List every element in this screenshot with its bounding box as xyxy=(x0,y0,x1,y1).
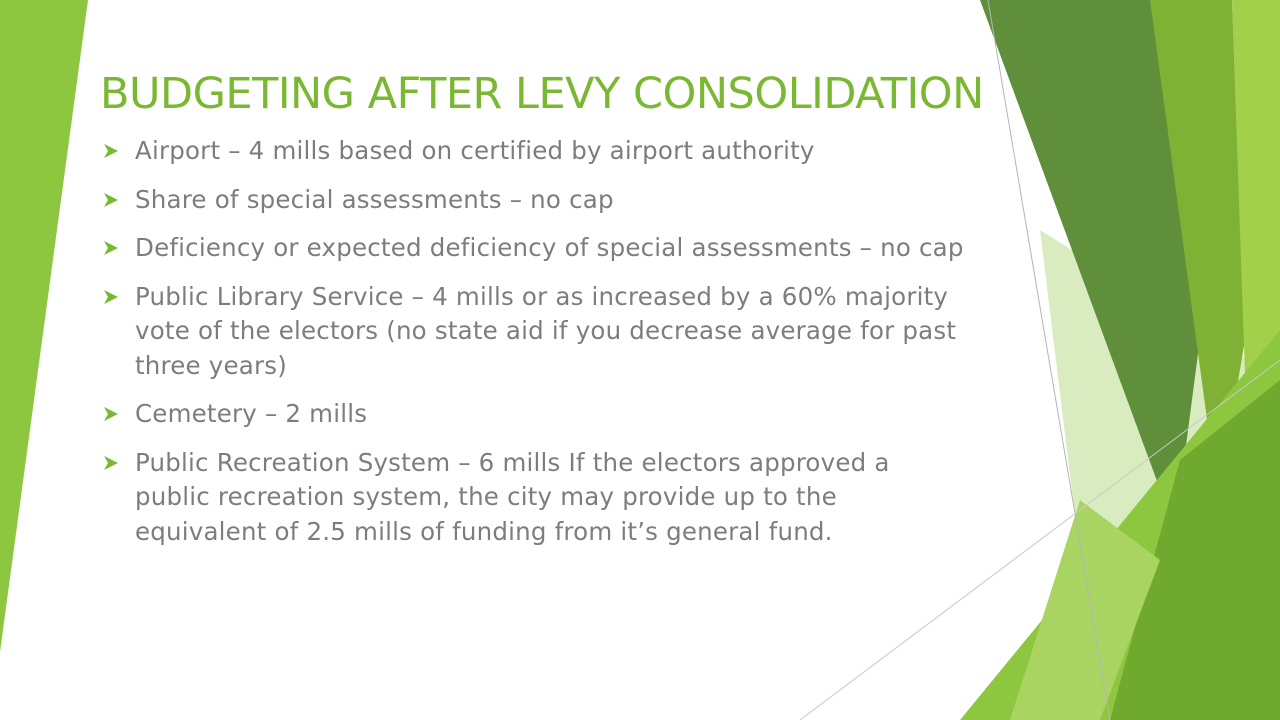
bullet-item xyxy=(104,446,964,550)
arrowhead-bullet-icon xyxy=(104,407,118,421)
arrowhead-bullet-icon xyxy=(104,241,118,255)
bullet-item xyxy=(104,183,964,218)
arrowhead-bullet-icon xyxy=(104,193,118,207)
bullet-text: Public Recreation System – 6 mills If the electors approved a public recreation system, the city may provide up to the equivalent of 2.5 mills of funding from it’s general fund. xyxy=(135,447,890,546)
arrowhead-bullet-icon xyxy=(104,290,118,304)
bullet-text: Public Library Service – 4 mills or as increased by a 60% majority vote of the electors (no state aid if you decrease average for past three years) xyxy=(135,281,957,380)
bullet-item xyxy=(104,397,964,432)
left-green-wedge xyxy=(0,0,88,652)
bullet-item xyxy=(104,231,964,266)
bullet-text: Airport – 4 mills based on certified by airport authority xyxy=(135,136,815,165)
arrowhead-bullet-icon xyxy=(104,144,118,158)
bullet-text: Deficiency or expected deficiency of special assessments – no cap xyxy=(135,233,964,262)
bullet-item xyxy=(104,280,964,384)
bullet-item xyxy=(104,134,964,169)
bullet-list xyxy=(104,134,964,563)
slide-title: BUDGETING AFTER LEVY CONSOLIDATION xyxy=(100,69,984,119)
arrowhead-bullet-icon xyxy=(104,456,118,470)
bullet-text: Cemetery – 2 mills xyxy=(135,399,368,428)
bullet-text: Share of special assessments – no cap xyxy=(135,184,614,214)
